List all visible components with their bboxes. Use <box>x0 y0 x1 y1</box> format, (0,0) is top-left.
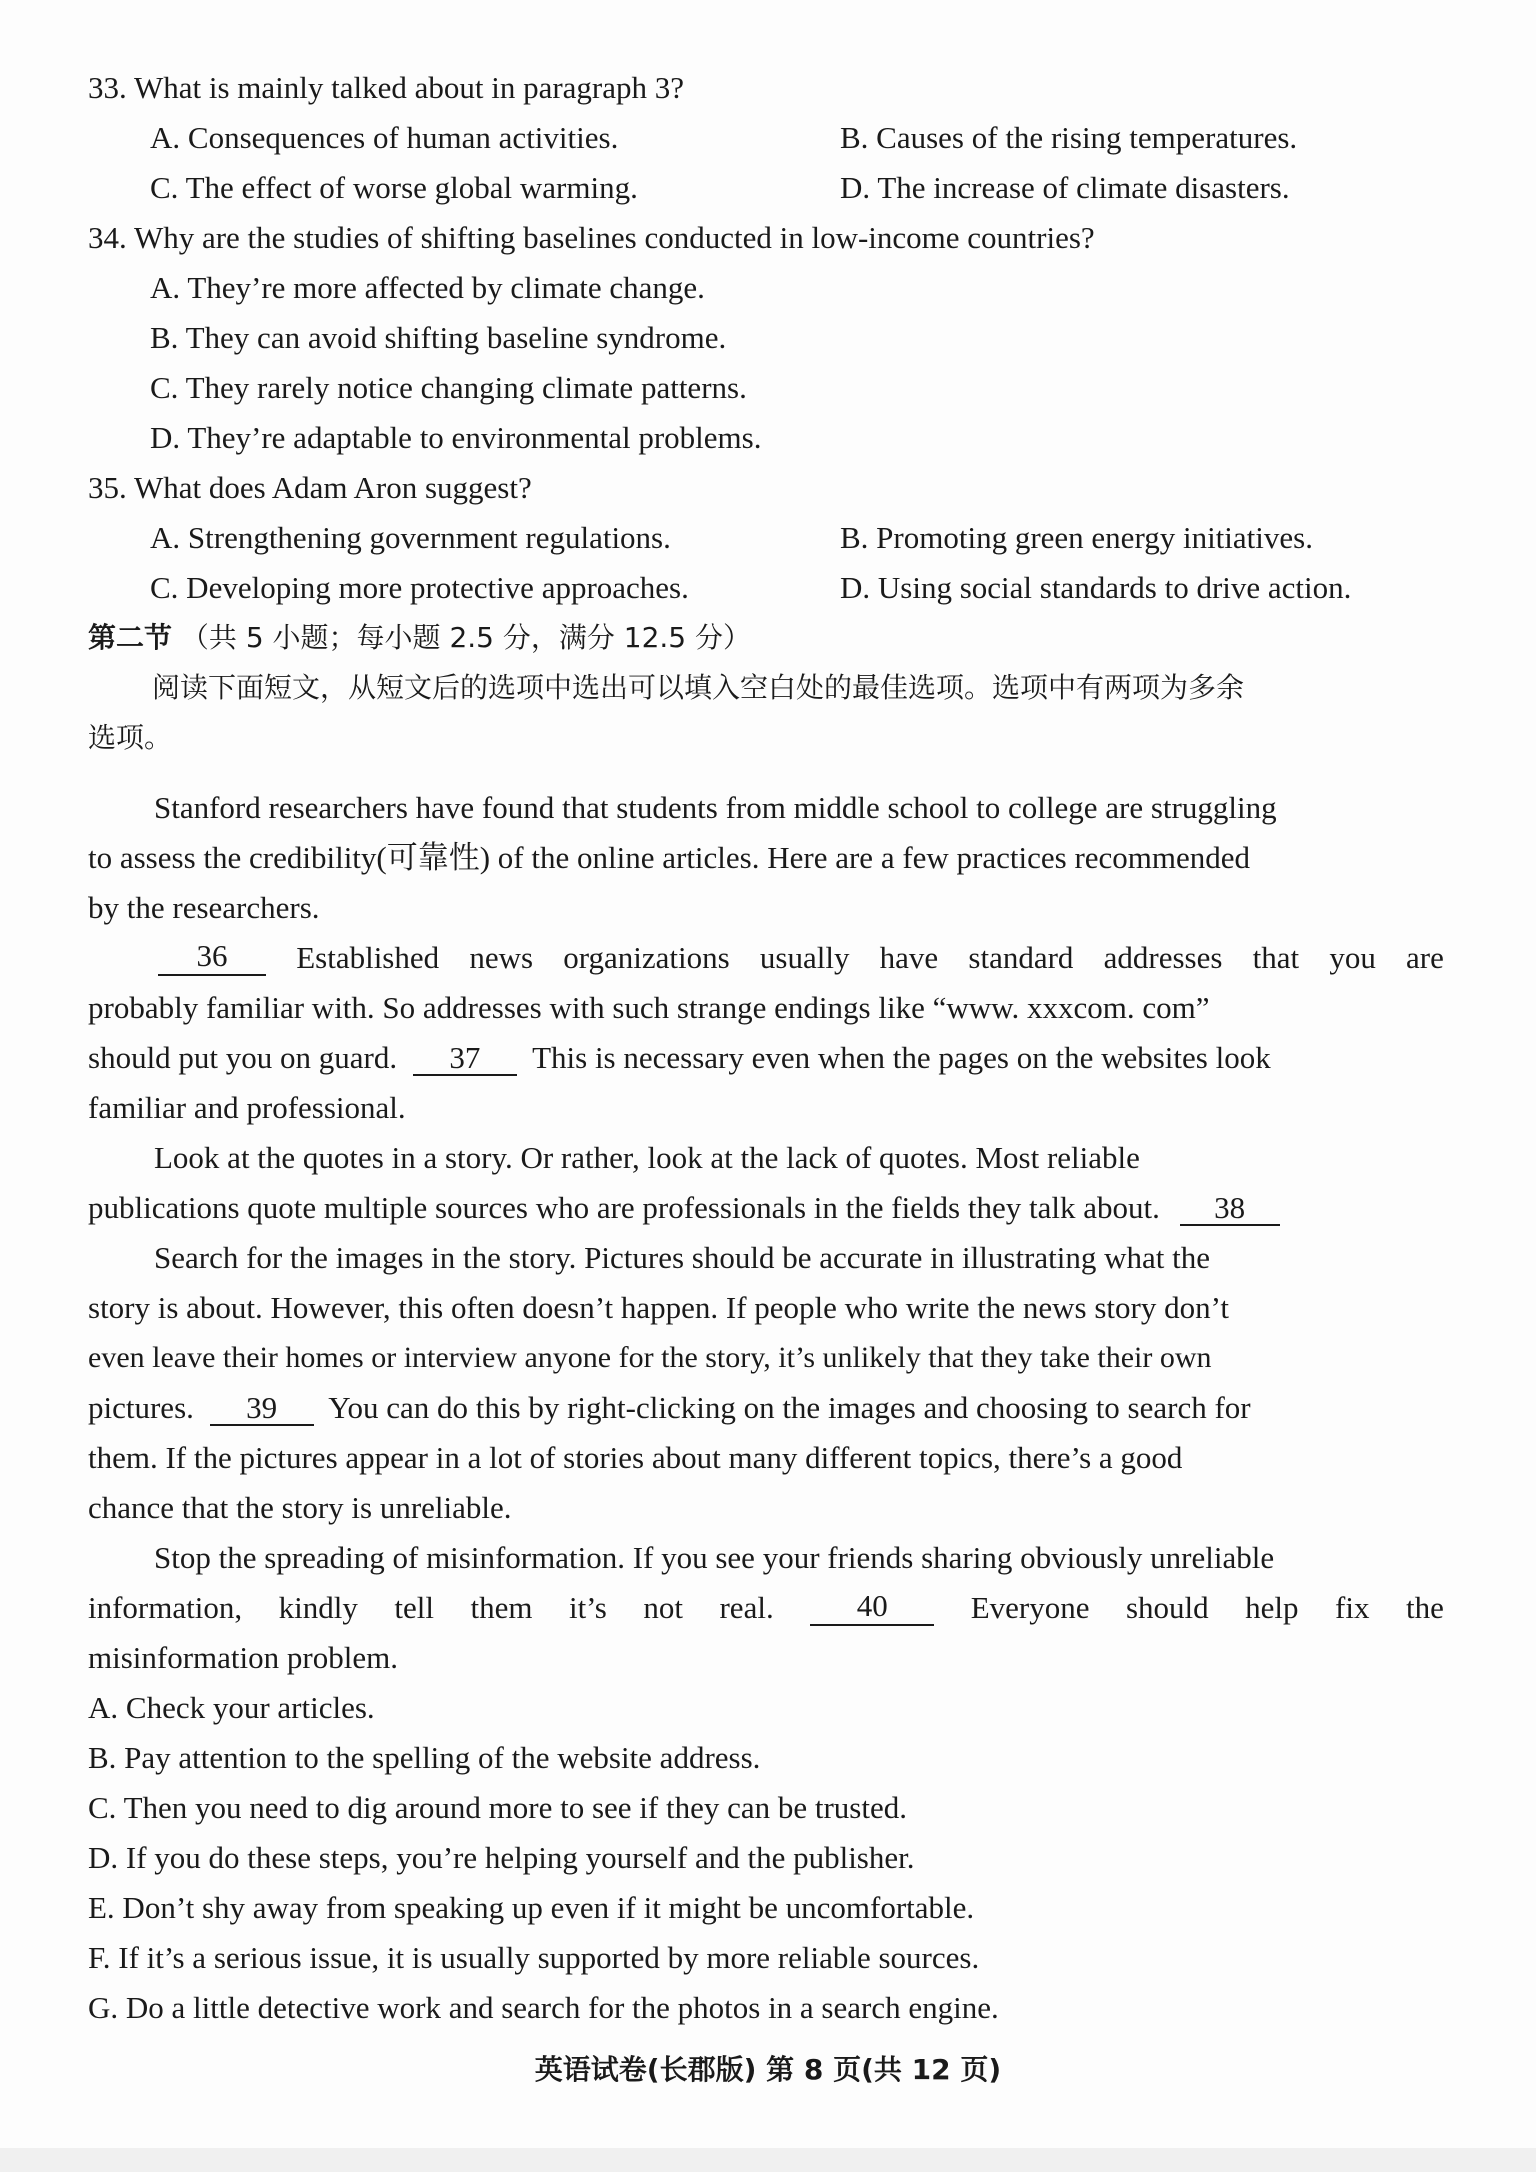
option-35-c: C. Developing more protective approaches. <box>150 570 689 605</box>
question-stem: What does Adam Aron suggest? <box>133 470 532 505</box>
blank-37: 37 <box>413 1042 517 1076</box>
question-number: 35. <box>88 470 127 505</box>
section-scoring: （共 5 小题；每小题 2.5 分，满分 12.5 分） <box>180 621 752 654</box>
question-34 <box>88 220 1095 256</box>
section-instruction <box>152 670 1444 706</box>
word: organizations <box>563 940 730 975</box>
passage-p2-line-4: familiar and professional. <box>88 1090 406 1125</box>
word: should <box>1125 1590 1209 1625</box>
question-number: 34. <box>88 220 127 255</box>
option-34-b: B. They can avoid shifting baseline syndrome. <box>150 320 727 355</box>
word: fix <box>1335 1590 1370 1625</box>
option-34-c: C. They rarely notice changing climate patterns. <box>150 370 747 405</box>
text-segment: publications quote multiple sources who are professionals in the fields they talk about. <box>88 1190 1160 1225</box>
option-35-d: D. Using social standards to drive action. <box>840 570 1352 605</box>
word: the <box>1405 1590 1444 1625</box>
choice-c: C. Then you need to dig around more to see if they can be trusted. <box>88 1790 907 1825</box>
option-34-d: D. They’re adaptable to environmental problems. <box>150 420 762 455</box>
blank-40: 40 <box>810 1590 934 1626</box>
word: Everyone <box>970 1590 1090 1625</box>
passage-p4-line-4 <box>88 1390 1251 1426</box>
passage-p1-line-1: Stanford researchers have found that students from middle school to college are struggling <box>154 790 1277 825</box>
option-35-b: B. Promoting green energy initiatives. <box>840 520 1313 555</box>
question-33 <box>88 70 684 106</box>
word: help <box>1245 1590 1299 1625</box>
passage-p2-line-2: probably familiar with. So addresses with such strange endings like “www. xxxcom. com” <box>88 990 1210 1025</box>
question-stem: What is mainly talked about in paragraph 3? <box>133 70 685 105</box>
option-33-d: D. The increase of climate disasters. <box>840 170 1290 205</box>
scan-edge <box>0 2148 1536 2172</box>
passage-p4-line-5: them. If the pictures appear in a lot of stories about many different topics, there’s a good <box>88 1440 1183 1475</box>
question-35 <box>88 470 532 506</box>
blank-39: 39 <box>210 1392 314 1426</box>
choice-b: B. Pay attention to the spelling of the website address. <box>88 1740 761 1775</box>
passage-p5-line-3: misinformation problem. <box>88 1640 398 1675</box>
passage-p4-line-1: Search for the images in the story. Pictures should be accurate in illustrating what the <box>154 1240 1210 1275</box>
choice-d: D. If you do these steps, you’re helping yourself and the publisher. <box>88 1840 915 1875</box>
text-segment: pictures. <box>88 1390 194 1425</box>
word: news <box>469 940 534 975</box>
word: addresses <box>1103 940 1223 975</box>
section-title: 第二节 <box>88 621 173 654</box>
text-segment: You can do this by right-clicking on the images and choosing to search for <box>328 1390 1251 1425</box>
word: standard <box>968 940 1074 975</box>
passage-p5-line-1: Stop the spreading of misinformation. If you see your friends sharing obviously unreliable <box>154 1540 1275 1575</box>
word: it’s <box>568 1590 607 1625</box>
passage-p2-line-1 <box>158 940 1444 976</box>
blank-38: 38 <box>1180 1192 1280 1226</box>
passage-p4-line-6: chance that the story is unreliable. <box>88 1490 512 1525</box>
blank-36: 36 <box>158 940 266 976</box>
passage-p5-line-2 <box>88 1590 1444 1626</box>
option-33-a: A. Consequences of human activities. <box>150 120 619 155</box>
question-stem: Why are the studies of shifting baselines conducted in low-income countries? <box>133 220 1095 255</box>
word: them <box>470 1590 533 1625</box>
passage-p1-line-2: to assess the credibility(可靠性) of the online articles. Here are a few practices recommended <box>88 840 1251 875</box>
option-34-a: A. They’re more affected by climate change. <box>150 270 705 305</box>
choice-e: E. Don’t shy away from speaking up even if it might be uncomfortable. <box>88 1890 975 1925</box>
word: real. <box>719 1590 774 1625</box>
word: that <box>1252 940 1300 975</box>
option-33-c: C. The effect of worse global warming. <box>150 170 638 205</box>
word: are <box>1406 940 1444 975</box>
option-33-b: B. Causes of the rising temperatures. <box>840 120 1298 155</box>
word: Established <box>296 940 440 975</box>
passage-p4-line-3: even leave their homes or interview anyone for the story, it’s unlikely that they take their own <box>88 1341 1212 1374</box>
instruction-line-1: 阅读下面短文，从短文后的选项中选出可以填入空白处的最佳选项。选项中有两项为多余 <box>152 671 1245 704</box>
text-segment: should put you on guard. <box>88 1040 398 1075</box>
word: you <box>1329 940 1376 975</box>
section-heading <box>88 620 751 656</box>
option-35-a: A. Strengthening government regulations. <box>150 520 671 555</box>
word: usually <box>759 940 850 975</box>
word: not <box>643 1590 683 1625</box>
passage-p3-line-1: Look at the quotes in a story. Or rather, look at the lack of quotes. Most reliable <box>154 1140 1140 1175</box>
choice-a: A. Check your articles. <box>88 1690 375 1725</box>
word: kindly <box>278 1590 358 1625</box>
choice-f: F. If it’s a serious issue, it is usually supported by more reliable sources. <box>88 1940 980 1975</box>
word: information, <box>88 1590 243 1625</box>
passage-p1-line-3: by the researchers. <box>88 890 320 925</box>
page-footer: 英语试卷(长郡版) 第 8 页(共 12 页) <box>534 2053 1002 2086</box>
question-number: 33. <box>88 70 127 105</box>
passage-p3-line-2 <box>88 1190 1280 1226</box>
word: have <box>879 940 939 975</box>
passage-p2-line-3 <box>88 1040 1271 1076</box>
text-segment: This is necessary even when the pages on the websites look <box>532 1040 1271 1075</box>
choice-g: G. Do a little detective work and search for the photos in a search engine. <box>88 1990 999 2025</box>
word: tell <box>394 1590 434 1625</box>
passage-p4-line-2: story is about. However, this often doesn’t happen. If people who write the news story don’t <box>88 1290 1229 1325</box>
instruction-line-2: 选项。 <box>88 721 173 754</box>
